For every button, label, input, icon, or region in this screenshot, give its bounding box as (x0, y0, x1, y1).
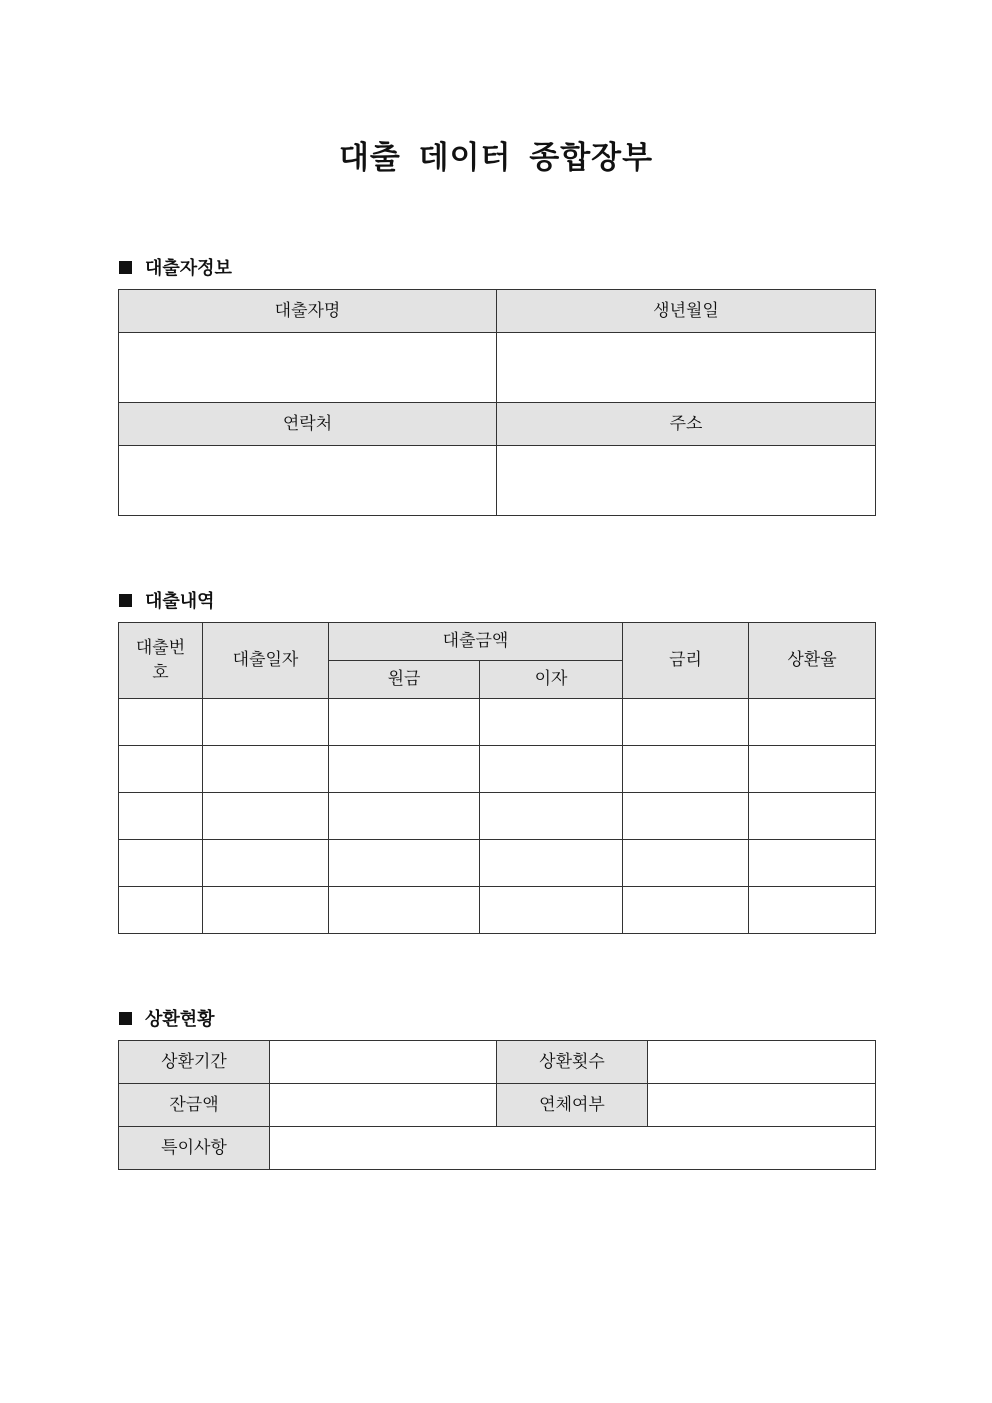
contact-field[interactable] (119, 446, 497, 516)
borrower-name-field[interactable] (119, 333, 497, 403)
loan-no-cell[interactable] (119, 699, 203, 746)
overdue-field[interactable] (648, 1084, 876, 1127)
rate-cell[interactable] (623, 887, 749, 934)
repayment-section-heading (119, 1005, 215, 1031)
contact-label: 연락처 (119, 403, 497, 446)
repay-rate-cell[interactable] (749, 887, 876, 934)
square-bullet-icon (119, 1012, 132, 1025)
loan-date-cell[interactable] (203, 699, 329, 746)
address-label: 주소 (497, 403, 876, 446)
square-bullet-icon (119, 594, 132, 607)
rate-cell[interactable] (623, 840, 749, 887)
address-field[interactable] (497, 446, 876, 516)
loan-no-cell[interactable] (119, 887, 203, 934)
table-row (119, 793, 876, 840)
rate-header: 금리 (623, 623, 749, 699)
loan-date-cell[interactable] (203, 793, 329, 840)
principal-cell[interactable] (329, 887, 480, 934)
repayment-section-title: 상환현황 (145, 1009, 215, 1030)
table-row (119, 746, 876, 793)
interest-cell[interactable] (480, 746, 623, 793)
interest-header: 이자 (480, 661, 623, 699)
loan-no-cell[interactable] (119, 793, 203, 840)
rate-cell[interactable] (623, 699, 749, 746)
document-title: 대출 데이터 종합장부 (338, 140, 654, 176)
repay-rate-header: 상환율 (749, 623, 876, 699)
interest-cell[interactable] (480, 793, 623, 840)
principal-header: 원금 (329, 661, 480, 699)
principal-cell[interactable] (329, 746, 480, 793)
repay-count-field[interactable] (648, 1041, 876, 1084)
loan-date-header: 대출일자 (203, 623, 329, 699)
repay-period-label: 상환기간 (119, 1041, 270, 1084)
loan-date-cell[interactable] (203, 746, 329, 793)
repay-rate-cell[interactable] (749, 793, 876, 840)
table-row (119, 840, 876, 887)
principal-cell[interactable] (329, 793, 480, 840)
repay-rate-cell[interactable] (749, 840, 876, 887)
table-row (119, 887, 876, 934)
interest-cell[interactable] (480, 840, 623, 887)
square-bullet-icon (119, 261, 132, 274)
notes-label: 특이사항 (119, 1127, 270, 1170)
loan-details-table (118, 622, 876, 934)
loan-date-cell[interactable] (203, 887, 329, 934)
balance-field[interactable] (270, 1084, 497, 1127)
birth-date-label: 생년월일 (497, 290, 876, 333)
borrower-info-table (118, 289, 876, 516)
principal-cell[interactable] (329, 699, 480, 746)
interest-cell[interactable] (480, 887, 623, 934)
borrower-section-title: 대출자정보 (145, 258, 232, 279)
principal-cell[interactable] (329, 840, 480, 887)
loan-section-heading (119, 587, 215, 613)
loan-section-title: 대출내역 (145, 591, 215, 612)
borrower-name-label: 대출자명 (119, 290, 497, 333)
overdue-label: 연체여부 (497, 1084, 648, 1127)
repay-period-field[interactable] (270, 1041, 497, 1084)
repay-rate-cell[interactable] (749, 746, 876, 793)
loan-no-header: 대출번호 (119, 623, 203, 699)
birth-date-field[interactable] (497, 333, 876, 403)
rate-cell[interactable] (623, 746, 749, 793)
loan-no-cell[interactable] (119, 840, 203, 887)
rate-cell[interactable] (623, 793, 749, 840)
notes-field[interactable] (270, 1127, 876, 1170)
loan-amount-header: 대출금액 (329, 623, 623, 661)
table-row (119, 699, 876, 746)
balance-label: 잔금액 (119, 1084, 270, 1127)
loan-no-cell[interactable] (119, 746, 203, 793)
repay-count-label: 상환횟수 (497, 1041, 648, 1084)
loan-date-cell[interactable] (203, 840, 329, 887)
borrower-section-heading (119, 254, 232, 280)
repayment-status-table (118, 1040, 876, 1170)
interest-cell[interactable] (480, 699, 623, 746)
repay-rate-cell[interactable] (749, 699, 876, 746)
